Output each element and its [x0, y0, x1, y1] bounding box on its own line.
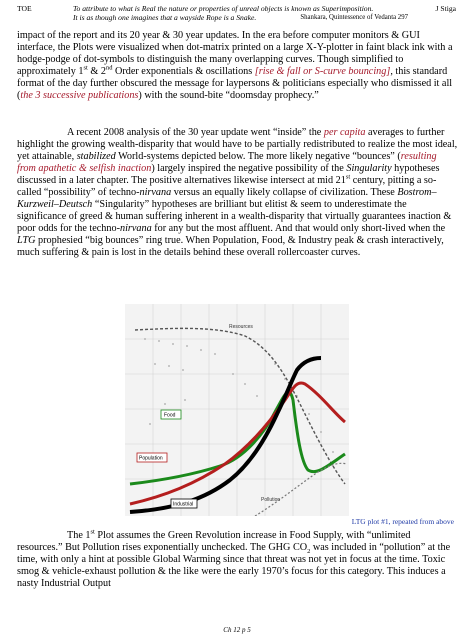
label-pollution [261, 497, 280, 503]
svg-text:Industrial: Industrial [173, 501, 194, 508]
header-quote-line2: It is as though one imagines that a wayside Rope is a Snake. [73, 13, 257, 22]
label-population [137, 453, 167, 462]
paragraph-3: The 1st Plot assumes the Green Revolution increase in Food Supply, with “unlimited resources.” But Pollution rises exponentially unchecked. The GHG $CO_2$ was included in “pollution” at the time, with only a hint at possible Global Warming since that threat was not yet in focus at the time. Toxic smog & vehicle-exhaust pollution & the like were the early 1970’s focus for this category. This induces a nasty Industrial Output [17, 528, 451, 590]
svg-text:Pollution: Pollution [261, 497, 281, 503]
header-quote-source: Shankara, Quintessence of Vedanta 297 [300, 14, 408, 21]
ltg-plot-figure [125, 304, 349, 516]
page-footer: Ch 12 p 5 [223, 626, 251, 634]
header-quote [73, 4, 408, 22]
svg-text:Population: Population [139, 455, 163, 462]
header-left: TOE [17, 4, 32, 13]
label-resources [229, 324, 253, 330]
page-header [17, 4, 456, 26]
header-quote-line1: To attribute to what is Real the nature or properties of unreal objects is known as Superimposition. [73, 4, 374, 13]
svg-text:Resources: Resources [229, 324, 253, 330]
label-food [161, 410, 181, 419]
svg-text:Food: Food [164, 412, 176, 419]
paragraph-1: impact of the report and its 20 year & 30 year updates. In the era before computer monitors & GUI interface, the Plots were visualized when dot-matrix printed on a large X-Y-plotter in faint black ink with a hodge-podge of dot-symbols to distinguish the many overlapping curves. Though simplified to approximately 1st & 2nd Order exponentials & oscillations [rise & fall or S-curve bouncing], this standard format of the day further obscured the message for laypersons & politicians especially who dismissed it all (the 3 successive publications) with the sound-bite “doomsday prophecy.” [17, 30, 453, 102]
label-industrial-output [171, 499, 197, 508]
paragraph-2: A recent 2008 analysis of the 30 year update went “inside” the per capita averages to further highlight the growing wealth-disparity that would have to be partially redistributed to realize the most ideal, yet attainable, stabilized World-systems depicted below. The more likely negative “bounces” (resulting from apathetic & selfish inaction) largely inspired the negative possibility of the Singularity hypotheses discussed in a later chapter. The positive alternatives likewise intersect at mid 21st century, pitting a so-called “possibility” of techno-nirvana versus an equally likely collapse of civilization. These Bostrom–Kurzweil–Deutsch “Singularity” hypotheses are brilliant but elitist & seem to underestimate the significance of greed & human suffering inherent in a wealth-disparity that virtually guarantees inaction & poor odds for the techno-nirvana for any but the most affluent. And that would only short-lived when the LTG prophesied “big bounces” ring true. When Population, Food, & Industry peak & crash interactively, much suffering & pain is lost in the details behind these overall rollercoaster curves. [17, 127, 458, 259]
figure-caption: LTG plot #1, repeated from above [351, 517, 454, 526]
header-author: J Stiga [435, 4, 456, 13]
